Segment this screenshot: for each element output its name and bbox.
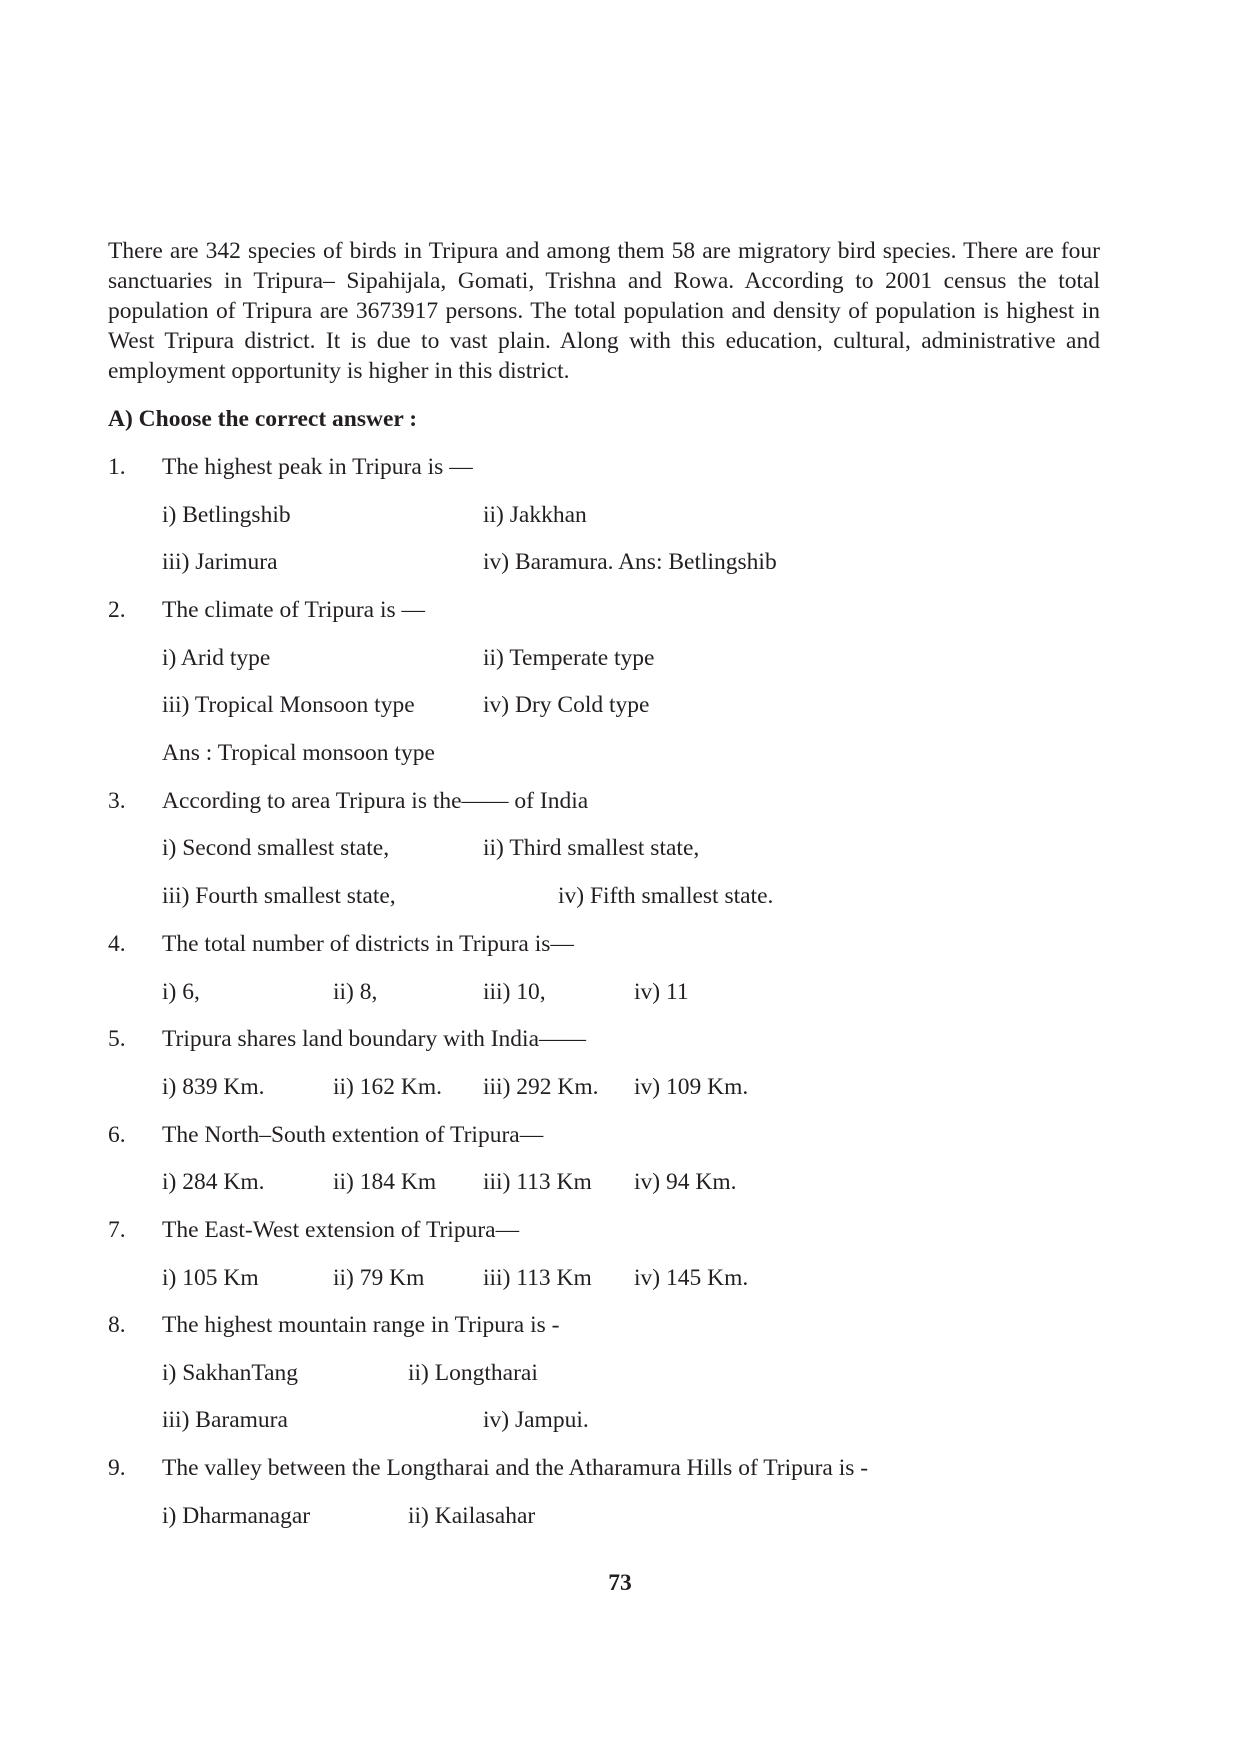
option-iv: iv) 109 Km. bbox=[634, 1074, 749, 1100]
option-i: i) 105 Km bbox=[162, 1265, 259, 1291]
question-text: The total number of districts in Tripura is— bbox=[162, 931, 574, 957]
option-ii: ii) 184 Km bbox=[333, 1169, 437, 1195]
question-number: 3. bbox=[108, 788, 126, 814]
option-iv: iv) Baramura. Ans: Betlingshib bbox=[483, 549, 777, 575]
option-iii: iii) 113 Km bbox=[483, 1265, 592, 1291]
option-i: i) 839 Km. bbox=[162, 1074, 265, 1100]
option-iv: iv) 94 Km. bbox=[634, 1169, 737, 1195]
option-iii: iii) Fourth smallest state, bbox=[162, 883, 396, 909]
option-i: i) Arid type bbox=[162, 645, 271, 671]
option-iv: iv) Fifth smallest state. bbox=[558, 883, 774, 909]
question-number: 2. bbox=[108, 597, 126, 623]
option-iii: iii) 292 Km. bbox=[483, 1074, 599, 1100]
option-iv: iv) 11 bbox=[634, 979, 689, 1005]
option-ii: ii) Longtharai bbox=[408, 1360, 538, 1386]
page-number: 73 bbox=[608, 1570, 632, 1596]
option-ii: ii) 8, bbox=[333, 979, 378, 1005]
option-i: i) Dharmanagar bbox=[162, 1503, 311, 1529]
question-number: 8. bbox=[108, 1312, 126, 1338]
question-number: 4. bbox=[108, 931, 126, 957]
option-i: i) Second smallest state, bbox=[162, 835, 390, 861]
intro-paragraph: There are 342 species of birds in Tripura and among them 58 are migratory bird species. There are four sanctuaries in Tripura– Sipahijala, Gomati, Trishna and Rowa. According to 2001 census the total population of Tripura are 3673917 persons. The total population and density of population is highest in West Tripura district. It is due to vast plain. Along with this education, cultural, administrative and employment opportunity is higher in this district. bbox=[108, 238, 1100, 384]
option-i: i) 284 Km. bbox=[162, 1169, 265, 1195]
option-i: i) 6, bbox=[162, 979, 200, 1005]
answer-text: Ans : Tropical monsoon type bbox=[162, 740, 435, 766]
option-ii: ii) Jakkhan bbox=[483, 502, 587, 528]
question-text: The climate of Tripura is — bbox=[162, 597, 426, 623]
question-text: The East-West extension of Tripura— bbox=[162, 1217, 520, 1243]
option-iii: iii) Tropical Monsoon type bbox=[162, 692, 415, 718]
option-ii: ii) Kailasahar bbox=[408, 1503, 536, 1529]
option-iii: iii) Jarimura bbox=[162, 549, 278, 575]
option-iii: iii) 10, bbox=[483, 979, 546, 1005]
option-ii: ii) Third smallest state, bbox=[483, 835, 700, 861]
option-i: i) SakhanTang bbox=[162, 1360, 299, 1386]
option-ii: ii) 79 Km bbox=[333, 1265, 425, 1291]
question-text: Tripura shares land boundary with India—— bbox=[162, 1026, 587, 1052]
question-text: The North–South extention of Tripura— bbox=[162, 1122, 544, 1148]
option-iii: iii) Baramura bbox=[162, 1407, 288, 1433]
question-text: The valley between the Longtharai and the Atharamura Hills of Tripura is - bbox=[162, 1455, 869, 1481]
question-number: 6. bbox=[108, 1122, 126, 1148]
question-text: The highest peak in Tripura is — bbox=[162, 454, 473, 480]
question-number: 5. bbox=[108, 1026, 126, 1052]
question-text: The highest mountain range in Tripura is - bbox=[162, 1312, 560, 1338]
option-ii: ii) Temperate type bbox=[483, 645, 655, 671]
question-number: 7. bbox=[108, 1217, 126, 1243]
option-i: i) Betlingshib bbox=[162, 502, 291, 528]
section-heading: A) Choose the correct answer : bbox=[108, 406, 418, 432]
question-number: 1. bbox=[108, 454, 126, 480]
question-text: According to area Tripura is the—— of India bbox=[162, 788, 589, 814]
option-iv: iv) 145 Km. bbox=[634, 1265, 749, 1291]
option-iii: iii) 113 Km bbox=[483, 1169, 592, 1195]
question-number: 9. bbox=[108, 1455, 126, 1481]
option-ii: ii) 162 Km. bbox=[333, 1074, 443, 1100]
option-iv: iv) Dry Cold type bbox=[483, 692, 650, 718]
option-iv: iv) Jampui. bbox=[483, 1407, 589, 1433]
